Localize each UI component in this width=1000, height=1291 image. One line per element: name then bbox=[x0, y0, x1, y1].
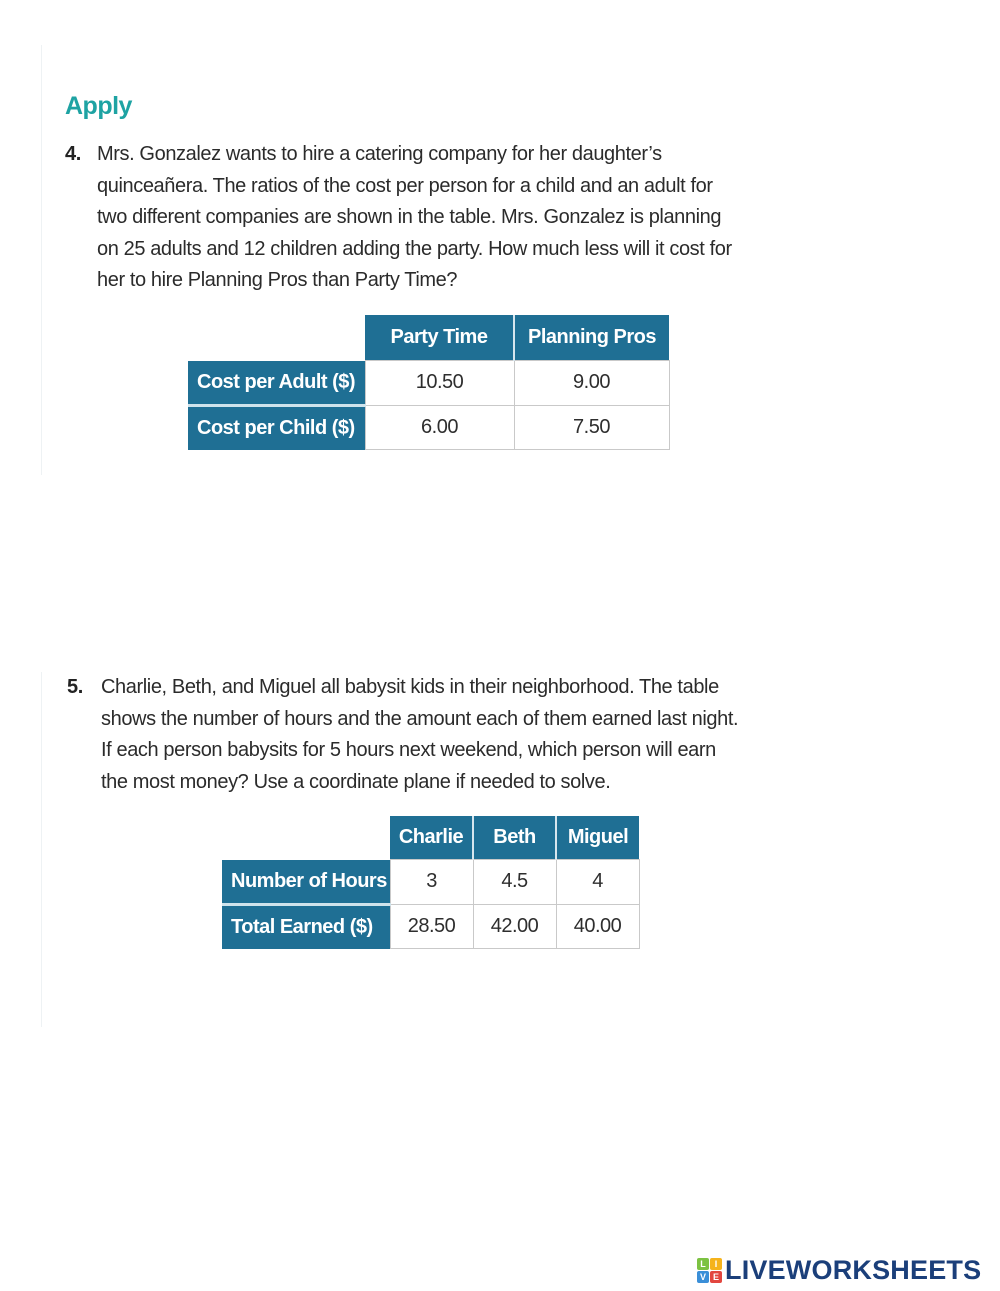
table-cell: 42.00 bbox=[473, 904, 556, 949]
column-header-party-time: Party Time bbox=[365, 315, 514, 361]
question-number: 4. bbox=[65, 143, 81, 165]
row-header: Cost per Adult ($) bbox=[188, 361, 365, 406]
column-header-beth: Beth bbox=[473, 816, 556, 860]
table-cell: 40.00 bbox=[556, 904, 639, 949]
panel-border-top bbox=[41, 45, 42, 475]
section-heading: Apply bbox=[65, 92, 132, 120]
babysitting-table bbox=[222, 816, 640, 949]
table-cell: 7.50 bbox=[514, 405, 669, 450]
logo-text: LIVEWORKSHEETS bbox=[725, 1254, 982, 1285]
row-header: Number of Hours bbox=[222, 860, 390, 905]
question-number: 5. bbox=[67, 676, 83, 698]
column-header-miguel: Miguel bbox=[556, 816, 639, 860]
table-cell: 28.50 bbox=[390, 904, 473, 949]
logo-tile-e: E bbox=[710, 1271, 722, 1283]
table-row bbox=[188, 361, 669, 406]
row-header: Cost per Child ($) bbox=[188, 405, 365, 450]
table-corner bbox=[188, 315, 365, 361]
table-cell: 9.00 bbox=[514, 361, 669, 406]
table-corner bbox=[222, 816, 390, 860]
column-header-planning-pros: Planning Pros bbox=[514, 315, 669, 361]
table-cell: 4 bbox=[556, 860, 639, 905]
table-cell: 10.50 bbox=[365, 361, 514, 406]
logo-tile-l: L bbox=[697, 1258, 709, 1270]
table-cell: 3 bbox=[390, 860, 473, 905]
question-text-line: Mrs. Gonzalez wants to hire a catering company for her daughter’s bbox=[97, 143, 662, 165]
table-cell: 6.00 bbox=[365, 405, 514, 450]
live-logo-icon bbox=[697, 1258, 722, 1283]
question-text-line: the most money? Use a coordinate plane if needed to solve. bbox=[101, 770, 611, 793]
question-text-line: two different companies are shown in the table. Mrs. Gonzalez is planning bbox=[97, 206, 722, 228]
liveworksheets-logo bbox=[697, 1256, 981, 1284]
question-5 bbox=[67, 672, 739, 798]
row-header: Total Earned ($) bbox=[222, 904, 390, 949]
column-header-charlie: Charlie bbox=[390, 816, 473, 860]
table-cell: 4.5 bbox=[473, 860, 556, 905]
panel-border-bottom bbox=[41, 672, 42, 1027]
catering-cost-table bbox=[188, 315, 670, 450]
table-row bbox=[222, 860, 639, 905]
table-row bbox=[222, 904, 639, 949]
question-4 bbox=[65, 139, 732, 297]
table-row bbox=[188, 405, 669, 450]
question-text-line: shows the number of hours and the amount each of them earned last night. bbox=[101, 707, 739, 730]
question-text-line: Charlie, Beth, and Miguel all babysit kids in their neighborhood. The table bbox=[101, 676, 719, 698]
question-text-line: her to hire Planning Pros than Party Time? bbox=[97, 269, 458, 291]
question-text-line: If each person babysits for 5 hours next weekend, which person will earn bbox=[101, 739, 716, 761]
question-text-line: quinceañera. The ratios of the cost per person for a child and an adult for bbox=[97, 174, 713, 197]
logo-tile-v: V bbox=[697, 1271, 709, 1283]
question-text-line: on 25 adults and 12 children adding the party. How much less will it cost for bbox=[97, 237, 732, 260]
logo-tile-i: I bbox=[710, 1258, 722, 1270]
